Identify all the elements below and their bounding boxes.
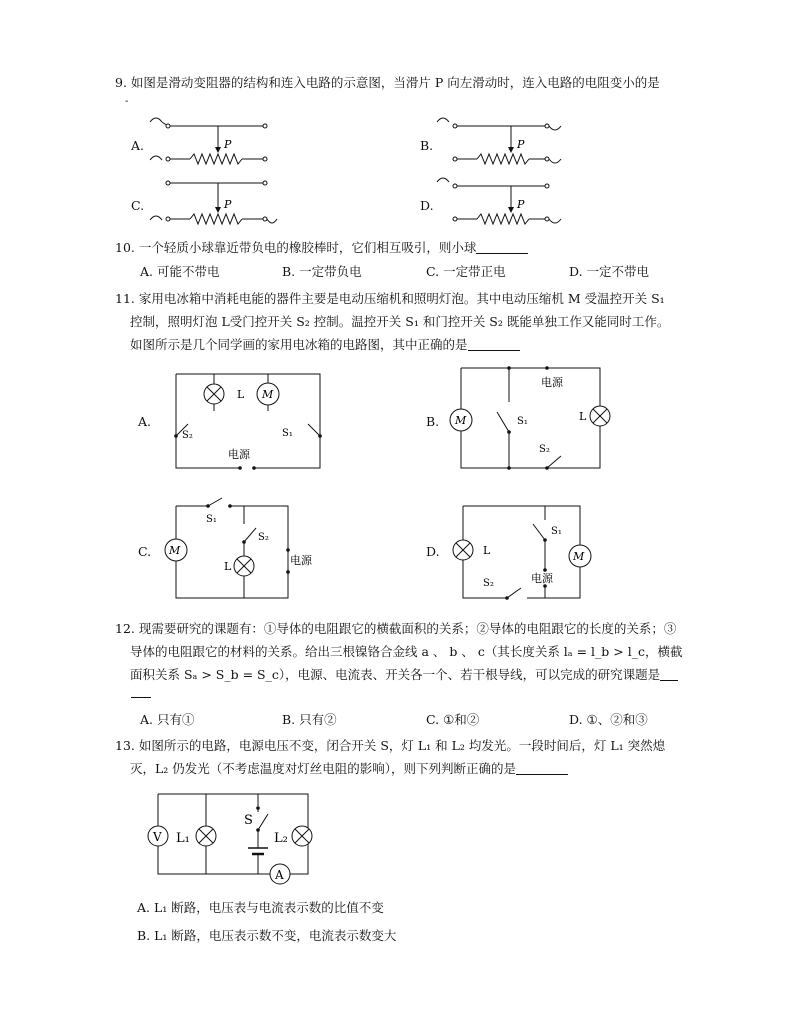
voltmeter-label: V [153,830,162,844]
q9-rheostat-b [435,112,565,172]
q10-option-a[interactable]: A. 可能不带电 [140,264,220,279]
l2-label: L₂ [274,831,288,846]
answer-blank[interactable] [468,338,520,351]
s1-label: S₁ [517,416,528,427]
s2-label: S₂ [483,578,494,589]
q12-line-1: 12. 现需要研究的课题有：①导体的电阻跟它的横截面积的关系；②导体的电阻跟它的长度的关系；③ [115,621,677,636]
q11-line-2: 控制，照明灯泡 L受门控开关 S₂ 控制。温控开关 S₁ 和门控开关 S₂ 既能单独工作又能同时工作。 [130,314,670,329]
q12-option-b[interactable]: B. 只有② [282,712,337,727]
q11-circuit-c [160,494,320,604]
lamp-label: L [224,560,232,573]
q11-line-3: 如图所示是几个同学画的家用电冰箱的电路图，其中正确的是 [130,336,520,354]
q10-stem: 10. 一个轻质小球靠近带负电的橡胶棒时，它们相互吸引，则小球 [115,239,528,257]
s1-label: S₁ [206,514,217,525]
q9-c-p-label: P [224,198,232,211]
q9-stem: 9. 如图是滑动变阻器的结构和连入电路的示意图，当滑片 P 向左滑动时，连入电路的电阻变小的是 [115,75,660,90]
q13-option-a[interactable]: A. L₁ 断路，电压表与电流表示数的比值不变 [137,900,384,915]
q9-a-p-label: P [224,138,232,151]
q12-option-d[interactable]: D. ①、②和③ [569,712,648,727]
s1-label: S₁ [282,428,293,439]
s2-label: S₂ [539,444,550,455]
q11-circuit-a [170,366,330,472]
power-label: 电源 [541,376,563,389]
motor-label: M [573,550,585,563]
answer-blank[interactable] [660,668,678,681]
q11-option-b-label[interactable]: B. [426,414,440,429]
lamp-label: L [579,410,587,423]
q9-rheostat-c [148,172,278,232]
q9-option-c-label[interactable]: C. [131,198,145,213]
s2-label: S₂ [182,430,193,441]
q11-option-c-label[interactable]: C. [138,544,152,559]
answer-blank[interactable] [476,241,528,254]
q9-rheostat-a [148,112,278,172]
motor-label: M [455,414,467,427]
q12-option-c[interactable]: C. ①和② [426,712,480,727]
answer-blank[interactable] [516,762,568,775]
q9-b-p-label: P [517,138,525,151]
q13-circuit [140,786,330,886]
q11-line-1: 11. 家用电冰箱中消耗电能的器件主要是电动压缩机和照明灯泡。其中电动压缩机 M 受温控开关 S₁ [115,291,665,306]
q9-option-b-label[interactable]: B. [420,138,434,153]
q11-circuit-d [455,494,615,604]
q9-stem-tail: - [125,96,129,107]
power-label: 电源 [290,554,312,567]
q10-option-b[interactable]: B. 一定带负电 [282,264,362,279]
q13-line-2: 灭，L₂ 仍发光（不考虑温度对灯丝电阻的影响），则下列判断正确的是 [130,760,568,778]
q12-option-a[interactable]: A. 只有① [140,712,195,727]
q9-option-a-label[interactable]: A. [131,138,145,153]
answer-blank-continued [131,697,151,698]
power-label: 电源 [228,448,250,461]
ammeter-label: A [275,868,284,882]
q11-option-d-label[interactable]: D. [426,544,440,559]
q11-circuit-b [455,364,615,472]
l1-label: L₁ [176,831,190,846]
q12-line-3: 面积关系 Sₐ > S_b = S_c），电源、电流表、开关各一个、若干根导线，可以完成的研究课题是 [130,666,678,684]
q9-rheostat-d [435,172,565,232]
q13-option-b[interactable]: B. L₁ 断路，电压表示数不变，电流表示数变大 [137,928,397,943]
s1-label: S₁ [551,526,562,537]
s2-label: S₂ [258,532,269,543]
q9-d-p-label: P [517,198,525,211]
motor-label: M [169,544,181,557]
lamp-label: L [237,388,245,401]
switch-label: S [244,813,253,828]
motor-label: M [262,388,274,401]
q13-line-1: 13. 如图所示的电路，电源电压不变，闭合开关 S，灯 L₁ 和 L₂ 均发光。一段时间后，灯 L₁ 突然熄 [115,738,666,753]
q12-line-2: 导体的电阻跟它的材料的关系。给出三根镍铬合金线 a 、 b 、 c（其长度关系 lₐ = l_b > l_c，横截 [130,644,683,659]
q10-option-d[interactable]: D. 一定不带电 [569,264,650,279]
power-label: 电源 [531,572,553,585]
q11-option-a-label[interactable]: A. [138,414,152,429]
q10-option-c[interactable]: C. 一定带正电 [426,264,506,279]
lamp-label: L [483,544,491,557]
q9-option-d-label[interactable]: D. [420,198,434,213]
